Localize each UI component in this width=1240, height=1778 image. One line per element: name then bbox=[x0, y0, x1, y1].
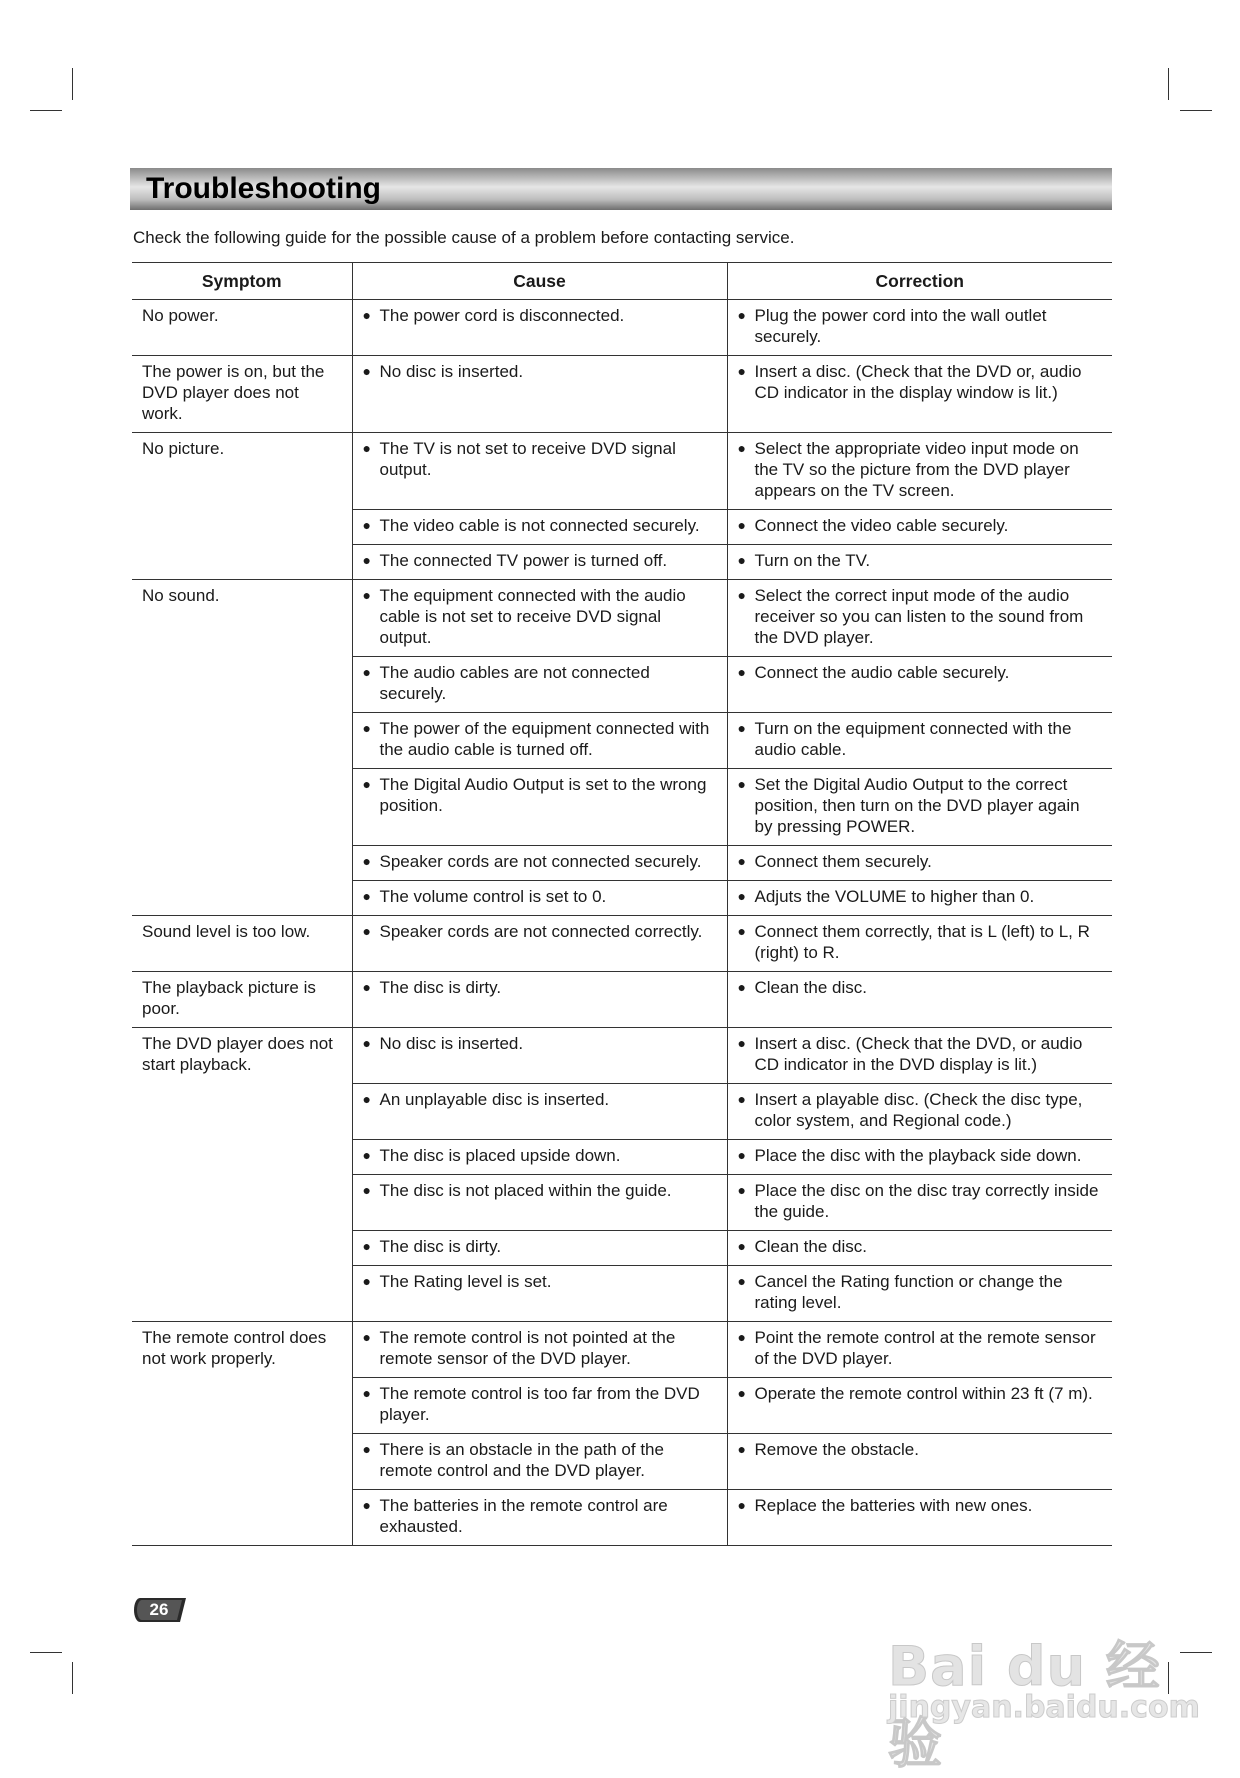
cause-cell bbox=[352, 545, 727, 580]
correction-text: Clean the disc. bbox=[754, 978, 867, 997]
cause-bullet bbox=[363, 305, 717, 326]
correction-bullet bbox=[738, 361, 1103, 403]
correction-cell bbox=[727, 433, 1112, 510]
correction-text: Connect the video cable securely. bbox=[754, 516, 1009, 535]
crop-mark bbox=[30, 110, 62, 111]
page-title: Troubleshooting bbox=[146, 172, 381, 205]
bullet-icon: ● bbox=[362, 979, 371, 995]
title-bar bbox=[130, 168, 1112, 210]
bullet-icon: ● bbox=[737, 1147, 746, 1163]
correction-cell bbox=[727, 1322, 1112, 1378]
correction-cell bbox=[727, 1490, 1112, 1546]
cause-cell bbox=[352, 356, 727, 433]
cause-bullet bbox=[363, 1033, 717, 1054]
cause-text: The volume control is set to 0. bbox=[379, 887, 607, 906]
cause-text: The remote control is too far from the DVD player. bbox=[379, 1384, 700, 1424]
cause-text: No disc is inserted. bbox=[379, 362, 524, 381]
correction-text: Turn on the equipment connected with the audio cable. bbox=[754, 719, 1072, 759]
bullet-icon: ● bbox=[362, 587, 371, 603]
bullet-icon: ● bbox=[362, 720, 371, 736]
cause-text: The audio cables are not connected securely. bbox=[379, 663, 650, 703]
cause-text: The video cable is not connected securely. bbox=[379, 516, 700, 535]
correction-cell bbox=[727, 1028, 1112, 1084]
correction-cell bbox=[727, 1140, 1112, 1175]
table-row bbox=[132, 433, 1112, 510]
bullet-icon: ● bbox=[362, 923, 371, 939]
correction-cell bbox=[727, 1266, 1112, 1322]
correction-text: Place the disc on the disc tray correctly inside the guide. bbox=[754, 1181, 1099, 1221]
cause-cell bbox=[352, 1378, 727, 1434]
cause-cell bbox=[352, 1266, 727, 1322]
cause-bullet bbox=[363, 977, 717, 998]
correction-bullet bbox=[738, 1383, 1103, 1404]
bullet-icon: ● bbox=[737, 307, 746, 323]
cause-cell bbox=[352, 580, 727, 657]
cause-bullet bbox=[363, 718, 717, 760]
cause-cell bbox=[352, 1231, 727, 1266]
bullet-icon: ● bbox=[362, 1329, 371, 1345]
table-row bbox=[132, 580, 1112, 657]
correction-cell bbox=[727, 713, 1112, 769]
correction-cell bbox=[727, 972, 1112, 1028]
bullet-icon: ● bbox=[362, 776, 371, 792]
correction-cell bbox=[727, 1175, 1112, 1231]
bullet-icon: ● bbox=[362, 440, 371, 456]
cause-bullet bbox=[363, 1089, 717, 1110]
bullet-icon: ● bbox=[362, 1497, 371, 1513]
correction-bullet bbox=[738, 977, 1103, 998]
correction-bullet bbox=[738, 1327, 1103, 1369]
bullet-icon: ● bbox=[737, 720, 746, 736]
symptom-cell: No sound. bbox=[132, 580, 352, 916]
correction-bullet bbox=[738, 774, 1103, 837]
correction-bullet bbox=[738, 662, 1103, 683]
correction-bullet bbox=[738, 718, 1103, 760]
symptom-cell: The DVD player does not start playback. bbox=[132, 1028, 352, 1322]
cause-bullet bbox=[363, 1271, 717, 1292]
bullet-icon: ● bbox=[737, 1441, 746, 1457]
cause-text: The equipment connected with the audio cable is not set to receive DVD signal output. bbox=[379, 586, 686, 647]
table-header-row bbox=[132, 263, 1112, 300]
cause-text: No disc is inserted. bbox=[379, 1034, 524, 1053]
correction-cell bbox=[727, 916, 1112, 972]
cause-cell bbox=[352, 972, 727, 1028]
table-row bbox=[132, 972, 1112, 1028]
correction-text: Connect the audio cable securely. bbox=[754, 663, 1010, 682]
cause-cell bbox=[352, 300, 727, 356]
cause-text: Speaker cords are not connected securely. bbox=[379, 852, 702, 871]
cause-cell bbox=[352, 769, 727, 846]
correction-bullet bbox=[738, 1033, 1103, 1075]
watermark-url: jingyan.baidu.com bbox=[888, 1690, 1200, 1725]
cause-text: The disc is placed upside down. bbox=[379, 1146, 621, 1165]
cause-text: The Digital Audio Output is set to the wrong position. bbox=[379, 775, 707, 815]
correction-cell bbox=[727, 1434, 1112, 1490]
bullet-icon: ● bbox=[362, 1441, 371, 1457]
bullet-icon: ● bbox=[362, 1035, 371, 1051]
crop-mark bbox=[1180, 110, 1212, 111]
table-row bbox=[132, 1028, 1112, 1084]
header-symptom: Symptom bbox=[132, 263, 352, 300]
correction-bullet bbox=[738, 886, 1103, 907]
bullet-icon: ● bbox=[737, 1329, 746, 1345]
cause-bullet bbox=[363, 774, 717, 816]
correction-bullet bbox=[738, 851, 1103, 872]
correction-text: Insert a disc. (Check that the DVD, or audio CD indicator in the DVD display is lit.) bbox=[754, 1034, 1083, 1074]
cause-text: The disc is dirty. bbox=[379, 1237, 502, 1256]
bullet-icon: ● bbox=[362, 517, 371, 533]
bullet-icon: ● bbox=[362, 853, 371, 869]
symptom-cell: Sound level is too low. bbox=[132, 916, 352, 972]
bullet-icon: ● bbox=[362, 1385, 371, 1401]
correction-bullet bbox=[738, 438, 1103, 501]
correction-text: Insert a disc. (Check that the DVD or, audio CD indicator in the display window is lit.) bbox=[754, 362, 1082, 402]
table-body bbox=[132, 300, 1112, 1546]
cause-bullet bbox=[363, 886, 717, 907]
correction-text: Select the appropriate video input mode on the TV so the picture from the DVD player appears on the TV screen. bbox=[754, 439, 1079, 500]
correction-bullet bbox=[738, 550, 1103, 571]
cause-bullet bbox=[363, 1495, 717, 1537]
header-cause: Cause bbox=[352, 263, 727, 300]
cause-bullet bbox=[363, 1439, 717, 1481]
bullet-icon: ● bbox=[737, 517, 746, 533]
page-number: 26 bbox=[149, 1600, 169, 1619]
symptom-cell: The playback picture is poor. bbox=[132, 972, 352, 1028]
bullet-icon: ● bbox=[362, 888, 371, 904]
bullet-icon: ● bbox=[362, 1273, 371, 1289]
cause-text: The batteries in the remote control are exhausted. bbox=[379, 1496, 668, 1536]
correction-text: Operate the remote control within 23 ft (7 m). bbox=[754, 1384, 1093, 1403]
bullet-icon: ● bbox=[362, 1147, 371, 1163]
correction-text: Cancel the Rating function or change the rating level. bbox=[754, 1272, 1063, 1312]
watermark-logo: Bai du 经验 bbox=[888, 1635, 1161, 1775]
bullet-icon: ● bbox=[737, 888, 746, 904]
bullet-icon: ● bbox=[362, 363, 371, 379]
table-row bbox=[132, 356, 1112, 433]
bullet-icon: ● bbox=[737, 853, 746, 869]
symptom-cell: No picture. bbox=[132, 433, 352, 580]
cause-text: The TV is not set to receive DVD signal output. bbox=[379, 439, 676, 479]
correction-text: Set the Digital Audio Output to the correct position, then turn on the DVD player again by pressing POWER. bbox=[754, 775, 1080, 836]
cause-text: The disc is dirty. bbox=[379, 978, 502, 997]
correction-bullet bbox=[738, 1180, 1103, 1222]
cause-cell bbox=[352, 1490, 727, 1546]
cause-bullet bbox=[363, 585, 717, 648]
correction-text: Connect them securely. bbox=[754, 852, 932, 871]
correction-text: Plug the power cord into the wall outlet securely. bbox=[754, 306, 1047, 346]
correction-text: Place the disc with the playback side down. bbox=[754, 1146, 1082, 1165]
correction-cell bbox=[727, 1378, 1112, 1434]
cause-bullet bbox=[363, 921, 717, 942]
bullet-icon: ● bbox=[362, 552, 371, 568]
cause-text: The disc is not placed within the guide. bbox=[379, 1181, 672, 1200]
crop-mark bbox=[1168, 68, 1169, 100]
correction-text: Insert a playable disc. (Check the disc type, color system, and Regional code.) bbox=[754, 1090, 1083, 1130]
cause-bullet bbox=[363, 1180, 717, 1201]
correction-text: Point the remote control at the remote sensor of the DVD player. bbox=[754, 1328, 1096, 1368]
cause-cell bbox=[352, 433, 727, 510]
correction-bullet bbox=[738, 1271, 1103, 1313]
troubleshooting-table bbox=[132, 262, 1112, 1546]
correction-bullet bbox=[738, 1145, 1103, 1166]
crop-mark bbox=[72, 1662, 73, 1694]
bullet-icon: ● bbox=[737, 1091, 746, 1107]
correction-cell bbox=[727, 580, 1112, 657]
cause-text: There is an obstacle in the path of the remote control and the DVD player. bbox=[379, 1440, 664, 1480]
page-number-badge bbox=[134, 1597, 188, 1623]
symptom-cell: The power is on, but the DVD player does not work. bbox=[132, 356, 352, 433]
correction-text: Clean the disc. bbox=[754, 1237, 867, 1256]
bullet-icon: ● bbox=[737, 664, 746, 680]
cause-bullet bbox=[363, 438, 717, 480]
correction-cell bbox=[727, 657, 1112, 713]
cause-cell bbox=[352, 881, 727, 916]
bullet-icon: ● bbox=[737, 1238, 746, 1254]
cause-cell bbox=[352, 510, 727, 545]
correction-cell bbox=[727, 300, 1112, 356]
correction-bullet bbox=[738, 1236, 1103, 1257]
bullet-icon: ● bbox=[362, 1238, 371, 1254]
cause-bullet bbox=[363, 515, 717, 536]
correction-text: Replace the batteries with new ones. bbox=[754, 1496, 1033, 1515]
correction-cell bbox=[727, 846, 1112, 881]
bullet-icon: ● bbox=[737, 440, 746, 456]
bullet-icon: ● bbox=[737, 1497, 746, 1513]
bullet-icon: ● bbox=[737, 1273, 746, 1289]
cause-bullet bbox=[363, 851, 717, 872]
bullet-icon: ● bbox=[362, 307, 371, 323]
correction-bullet bbox=[738, 1439, 1103, 1460]
correction-bullet bbox=[738, 515, 1103, 536]
cause-bullet bbox=[363, 361, 717, 382]
crop-mark bbox=[30, 1652, 62, 1653]
cause-text: Speaker cords are not connected correctly. bbox=[379, 922, 703, 941]
bullet-icon: ● bbox=[737, 1035, 746, 1051]
cause-text: The connected TV power is turned off. bbox=[379, 551, 668, 570]
cause-bullet bbox=[363, 1327, 717, 1369]
bullet-icon: ● bbox=[737, 1182, 746, 1198]
correction-cell bbox=[727, 881, 1112, 916]
cause-bullet bbox=[363, 662, 717, 704]
table-row bbox=[132, 300, 1112, 356]
bullet-icon: ● bbox=[737, 552, 746, 568]
cause-cell bbox=[352, 1028, 727, 1084]
correction-bullet bbox=[738, 1495, 1103, 1516]
cause-cell bbox=[352, 1084, 727, 1140]
cause-text: The Rating level is set. bbox=[379, 1272, 552, 1291]
cause-cell bbox=[352, 1322, 727, 1378]
cause-cell bbox=[352, 1434, 727, 1490]
symptom-cell: No power. bbox=[132, 300, 352, 356]
table-row bbox=[132, 916, 1112, 972]
correction-cell bbox=[727, 545, 1112, 580]
watermark bbox=[880, 1612, 1200, 1775]
bullet-icon: ● bbox=[737, 363, 746, 379]
correction-bullet bbox=[738, 1089, 1103, 1131]
cause-bullet bbox=[363, 550, 717, 571]
correction-text: Turn on the TV. bbox=[754, 551, 871, 570]
cause-cell bbox=[352, 713, 727, 769]
cause-bullet bbox=[363, 1145, 717, 1166]
table-row bbox=[132, 1322, 1112, 1378]
cause-cell bbox=[352, 846, 727, 881]
correction-cell bbox=[727, 1084, 1112, 1140]
cause-bullet bbox=[363, 1236, 717, 1257]
correction-cell bbox=[727, 510, 1112, 545]
cause-cell bbox=[352, 916, 727, 972]
crop-mark bbox=[72, 68, 73, 100]
correction-text: Select the correct input mode of the audio receiver so you can listen to the sound from the DVD player. bbox=[754, 586, 1084, 647]
bullet-icon: ● bbox=[737, 979, 746, 995]
bullet-icon: ● bbox=[362, 1182, 371, 1198]
correction-cell bbox=[727, 1231, 1112, 1266]
bullet-icon: ● bbox=[737, 1385, 746, 1401]
cause-text: The remote control is not pointed at the remote sensor of the DVD player. bbox=[379, 1328, 676, 1368]
cause-bullet bbox=[363, 1383, 717, 1425]
correction-bullet bbox=[738, 305, 1103, 347]
symptom-cell: The remote control does not work properly. bbox=[132, 1322, 352, 1546]
cause-cell bbox=[352, 657, 727, 713]
cause-cell bbox=[352, 1140, 727, 1175]
cause-cell bbox=[352, 1175, 727, 1231]
cause-text: An unplayable disc is inserted. bbox=[379, 1090, 610, 1109]
crop-mark bbox=[1180, 1652, 1212, 1653]
correction-text: Adjuts the VOLUME to higher than 0. bbox=[754, 887, 1035, 906]
bullet-icon: ● bbox=[362, 664, 371, 680]
bullet-icon: ● bbox=[737, 923, 746, 939]
correction-cell bbox=[727, 356, 1112, 433]
cause-text: The power cord is disconnected. bbox=[379, 306, 625, 325]
correction-text: Remove the obstacle. bbox=[754, 1440, 919, 1459]
correction-bullet bbox=[738, 585, 1103, 648]
correction-cell bbox=[727, 769, 1112, 846]
cause-text: The power of the equipment connected with the audio cable is turned off. bbox=[379, 719, 710, 759]
bullet-icon: ● bbox=[737, 776, 746, 792]
bullet-icon: ● bbox=[737, 587, 746, 603]
intro-text: Check the following guide for the possible cause of a problem before contacting service. bbox=[133, 228, 795, 247]
correction-text: Connect them correctly, that is L (left) to L, R (right) to R. bbox=[754, 922, 1090, 962]
correction-bullet bbox=[738, 921, 1103, 963]
header-correction: Correction bbox=[727, 263, 1112, 300]
bullet-icon: ● bbox=[362, 1091, 371, 1107]
